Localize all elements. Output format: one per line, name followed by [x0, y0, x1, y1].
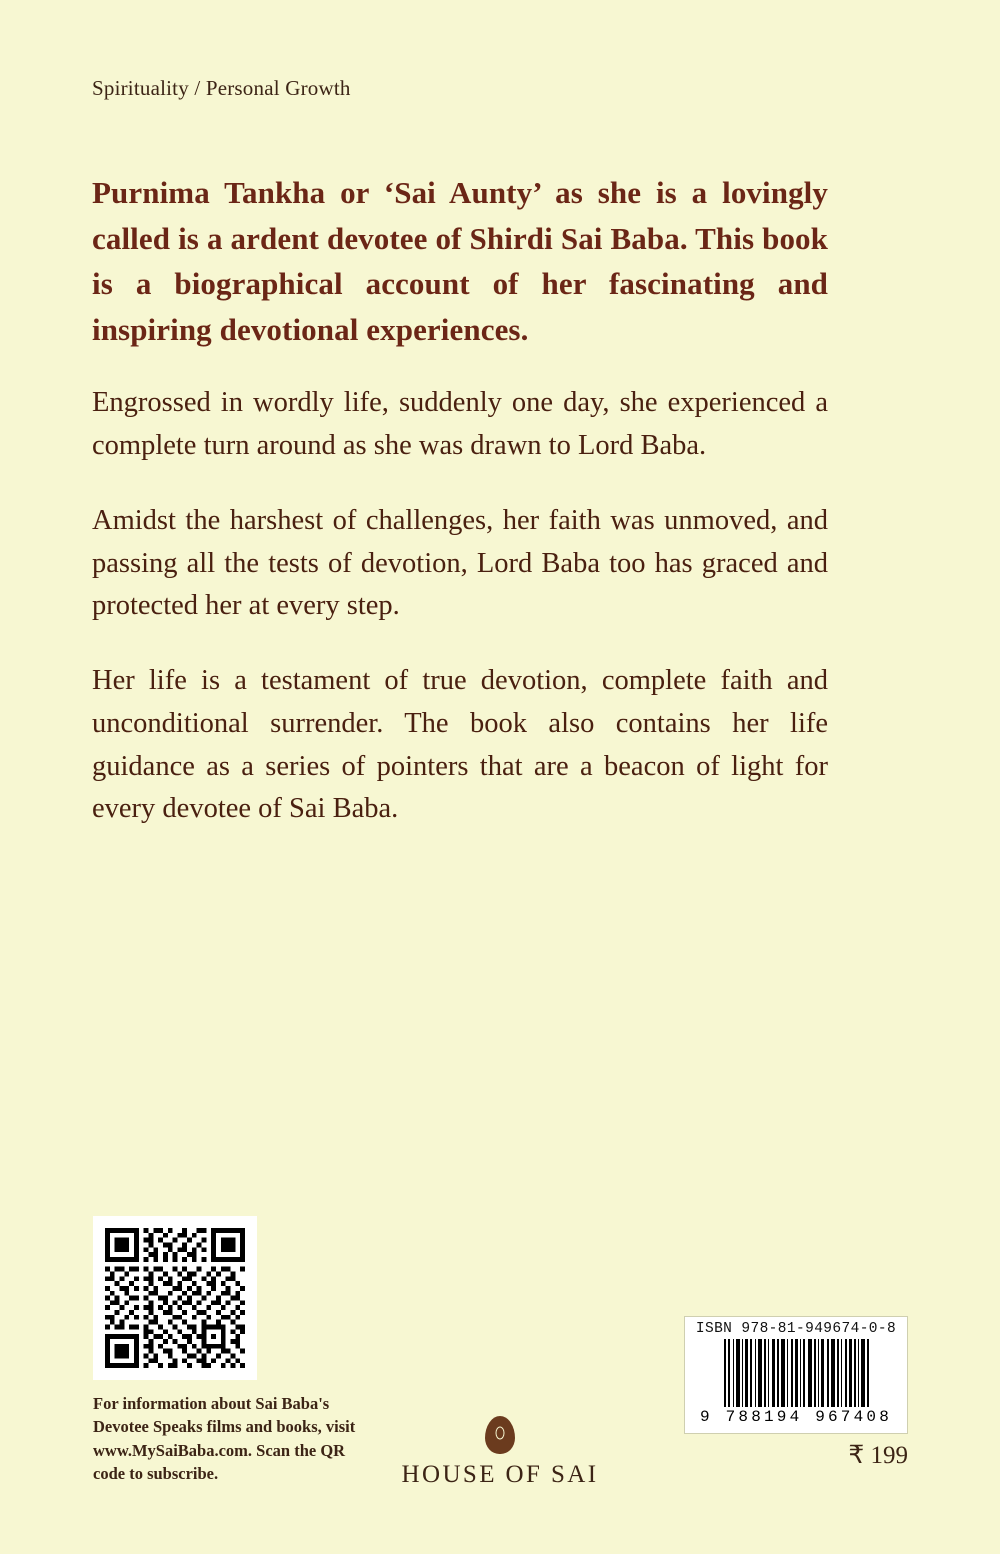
blurb-paragraph-1: Engrossed in wordly life, suddenly one day, she experienced a complete turn around as she was drawn to Lord Baba.: [92, 387, 828, 461]
barcode: [684, 1316, 908, 1434]
blurb-paragraph-3: Her life is a testament of true devotion, complete faith and unconditional surrender. The book also contains her life guidance as a series of pointers that are a beacon of light for every devotee of Sai Baba.: [92, 665, 828, 825]
house-of-sai-mark-icon: [485, 1416, 515, 1454]
price-label: ₹ 199: [848, 1442, 908, 1469]
qr-code-icon[interactable]: [93, 1216, 257, 1380]
barcode-digits: 9 788194 967408: [699, 1408, 893, 1426]
barcode-bars: [691, 1339, 901, 1407]
qr-code-graphic: [105, 1228, 245, 1368]
genre-label: Spirituality / Personal Growth: [92, 76, 351, 100]
isbn-label: ISBN 978-81-949674-0-8: [695, 1321, 897, 1337]
blurb-paragraph-2: Amidst the harshest of challenges, her faith was unmoved, and passing all the tests of devotion, Lord Baba too has graced and protected her at every step.: [92, 504, 828, 622]
qr-caption: For information about Sai Baba's Devotee Speaks films and books, visit www.MySaiBaba.com. Scan the QR code to subscribe.: [93, 1394, 356, 1484]
lead-paragraph: Purnima Tankha or ‘Sai Aunty’ as she is a lovingly called is a ardent devotee of Shirdi Sai Baba. This book is a biographical account of her fascinating and inspiring devotional experiences.: [92, 175, 828, 347]
publisher-name: HOUSE OF SAI: [401, 1461, 599, 1488]
blurb-section: [92, 170, 828, 831]
